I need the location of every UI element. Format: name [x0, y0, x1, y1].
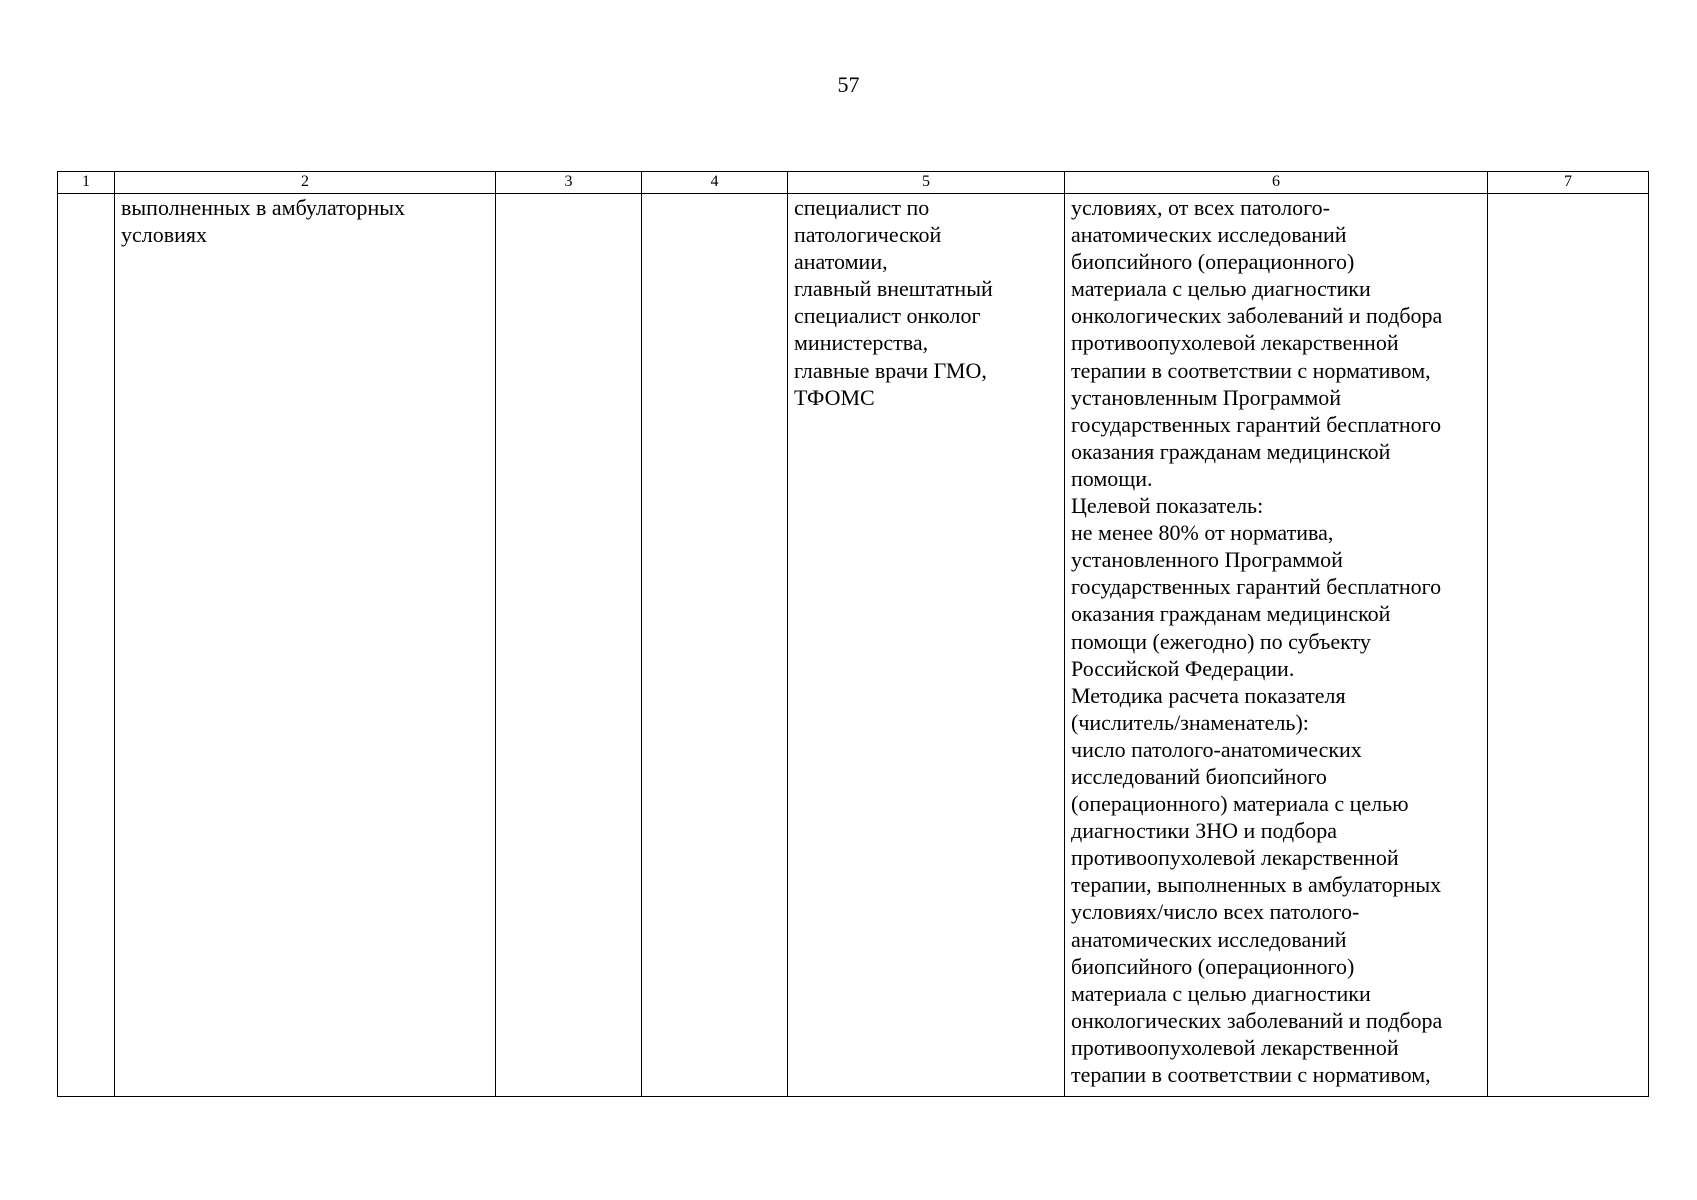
cell-text-line: Целевой показатель: — [1071, 493, 1264, 519]
cell-text-line: специалист онколог — [794, 303, 981, 329]
cell-text-line: диагностики ЗНО и подбора — [1071, 818, 1338, 844]
cell-col-4 — [642, 194, 788, 1097]
cell-text-line: государственных гарантий бесплатного — [1071, 411, 1442, 437]
cell-col-2 — [115, 194, 496, 1097]
cell-text-line: помощи (ежегодно) по субъекту — [1071, 628, 1371, 654]
cell-text-line: условиях — [121, 222, 208, 248]
cell-text-line: анатомии, — [794, 249, 888, 275]
column-number-6: 6 — [1065, 172, 1488, 194]
cell-text-line: терапии, выполненных в амбулаторных — [1071, 872, 1442, 898]
cell-text-line: условиях/число всех патолого- — [1071, 899, 1360, 925]
cell-text-line: не менее 80% от норматива, — [1071, 520, 1334, 546]
column-number-row — [58, 172, 1649, 194]
cell-col-5 — [788, 194, 1065, 1097]
cell-col-7 — [1488, 194, 1649, 1097]
cell-text-line: биопсийного (операционного) — [1071, 249, 1355, 275]
cell-text-line: исследований биопсийного — [1071, 763, 1327, 789]
column-number-1: 1 — [58, 172, 115, 194]
cell-text-line: противоопухолевой лекарственной — [1071, 330, 1399, 356]
cell-text-line: материала с целью диагностики — [1071, 980, 1371, 1006]
cell-text-line: оказания гражданам медицинской — [1071, 438, 1391, 464]
cell-text-line: онкологических заболеваний и подбора — [1071, 303, 1443, 329]
cell-text-line: условиях, от всех патолого- — [1071, 195, 1330, 220]
table-row — [58, 194, 1649, 1097]
cell-col-6 — [1065, 194, 1488, 1097]
cell-text-line: терапии в соответствии с нормативом, — [1071, 1062, 1431, 1087]
cell-text-line: государственных гарантий бесплатного — [1071, 574, 1442, 600]
cell-text-line: установленного Программой — [1071, 547, 1343, 573]
cell-text-line: патологической — [794, 222, 942, 248]
cell-text-line: материала с целью диагностики — [1071, 276, 1371, 302]
cell-text-line: выполненных в амбулаторных — [121, 195, 406, 220]
cell-text-line: анатомических исследований — [1071, 926, 1347, 952]
cell-col-3 — [496, 194, 642, 1097]
column-number-2: 2 — [115, 172, 496, 194]
cell-text-line: специалист по — [794, 195, 930, 220]
cell-text-line: установленным Программой — [1071, 384, 1342, 410]
cell-text-line: анатомических исследований — [1071, 222, 1347, 248]
column-number-3: 3 — [496, 172, 642, 194]
cell-text-line: главный внештатный — [794, 276, 993, 302]
column-number-4: 4 — [642, 172, 788, 194]
cell-text-line: число патолого-анатомических — [1071, 736, 1362, 762]
document-table — [57, 171, 1649, 1097]
column-number-5: 5 — [788, 172, 1065, 194]
cell-text-line: онкологических заболеваний и подбора — [1071, 1007, 1443, 1033]
cell-text-line: министерства, — [794, 330, 929, 356]
cell-text-line: оказания гражданам медицинской — [1071, 601, 1391, 627]
cell-text-line: (операционного) материала с целью — [1071, 791, 1409, 817]
column-number-7: 7 — [1488, 172, 1649, 194]
cell-text-line: терапии в соответствии с нормативом, — [1071, 357, 1431, 383]
cell-text-line: главные врачи ГМО, — [794, 357, 987, 383]
cell-text-line: ТФОМС — [794, 384, 875, 410]
cell-col-1 — [58, 194, 115, 1097]
cell-text-line: биопсийного (операционного) — [1071, 953, 1355, 979]
cell-text-line: (числитель/знаменатель): — [1071, 709, 1309, 735]
page-number: 57 — [837, 72, 860, 97]
cell-text-line: Российской Федерации. — [1071, 655, 1295, 681]
cell-text-line: Методика расчета показателя — [1071, 682, 1346, 708]
cell-text-line: противоопухолевой лекарственной — [1071, 1034, 1399, 1060]
cell-text-line: помощи. — [1071, 465, 1153, 491]
cell-text-line: противоопухолевой лекарственной — [1071, 845, 1399, 871]
